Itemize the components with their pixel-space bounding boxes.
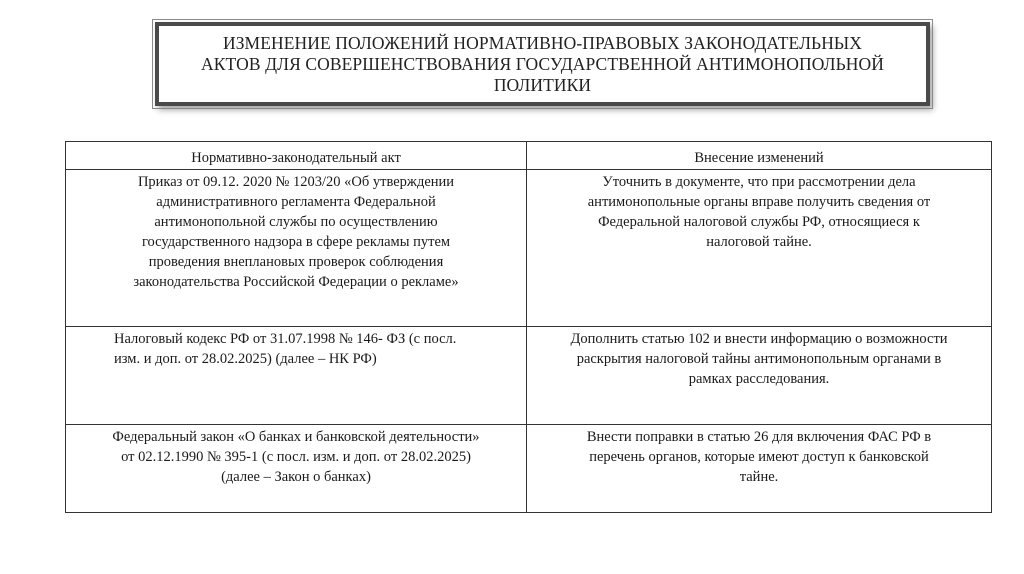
cell-line: (далее – Закон о банках): [221, 469, 371, 485]
cell-line: Приказ от 09.12. 2020 № 1203/20 «Об утверждении: [137, 174, 455, 190]
cell-line: раскрытия налоговой тайны антимонопольным органами в: [576, 351, 942, 367]
table-header-row: [66, 142, 992, 170]
cell-line: Уточнить в документе, что при рассмотрении дела: [602, 174, 916, 190]
cell-line: государственного надзора в сфере рекламы путем: [141, 234, 451, 250]
cell-line: тайне.: [739, 469, 779, 485]
cell-line: антимонопольной службы по осуществлению: [154, 214, 438, 230]
cell-line: от 02.12.1990 № 395-1 (с посл. изм. и доп. от 28.02.2025): [121, 449, 471, 465]
cell-line: рамках расследования.: [688, 371, 830, 387]
change-cell: [527, 170, 992, 327]
title-line-3: ПОЛИТИКИ: [493, 74, 592, 95]
header-act: Нормативно-законодательный акт: [66, 142, 527, 170]
cell-line: налоговой тайне.: [706, 234, 812, 250]
title-line-1: ИЗМЕНЕНИЕ ПОЛОЖЕНИЙ НОРМАТИВНО-ПРАВОВЫХ ЗАКОНОДАТЕЛЬНЫХ: [222, 32, 863, 53]
cell-line: законодательства Российской Федерации о рекламе»: [133, 274, 459, 290]
header-changes: Внесение изменений: [527, 142, 992, 170]
change-cell: [527, 327, 992, 425]
cell-line: Налоговый кодекс РФ от 31.07.1998 № 146- ФЗ (с посл.: [114, 331, 457, 347]
change-cell: [527, 425, 992, 513]
table-row: [66, 425, 992, 513]
act-cell: [66, 170, 527, 327]
act-cell: [66, 327, 527, 425]
cell-line: антимонопольные органы вправе получить сведения от: [587, 194, 931, 210]
cell-line: проведения внеплановых проверок соблюдения: [148, 254, 444, 270]
slide-title: [155, 22, 930, 106]
table-row: [66, 170, 992, 327]
cell-line: административного регламента Федеральной: [156, 194, 436, 210]
act-cell: [66, 425, 527, 513]
cell-line: Дополнить статью 102 и внести информацию о возможности: [570, 331, 948, 347]
cell-line: Федеральной налоговой службы РФ, относящиеся к: [598, 214, 920, 230]
cell-line: Внести поправки в статью 26 для включения ФАС РФ в: [586, 429, 932, 445]
cell-line: перечень органов, которые имеют доступ к банковской: [589, 449, 929, 465]
table-row: [66, 327, 992, 425]
title-line-2: АКТОВ ДЛЯ СОВЕРШЕНСТВОВАНИЯ ГОСУДАРСТВЕННОЙ АНТИМОНОПОЛЬНОЙ: [201, 53, 884, 74]
cell-line: Федеральный закон «О банках и банковской деятельности»: [112, 429, 480, 445]
amendments-table: [65, 141, 992, 513]
cell-line: изм. и доп. от 28.02.2025) (далее – НК РФ): [114, 351, 377, 367]
